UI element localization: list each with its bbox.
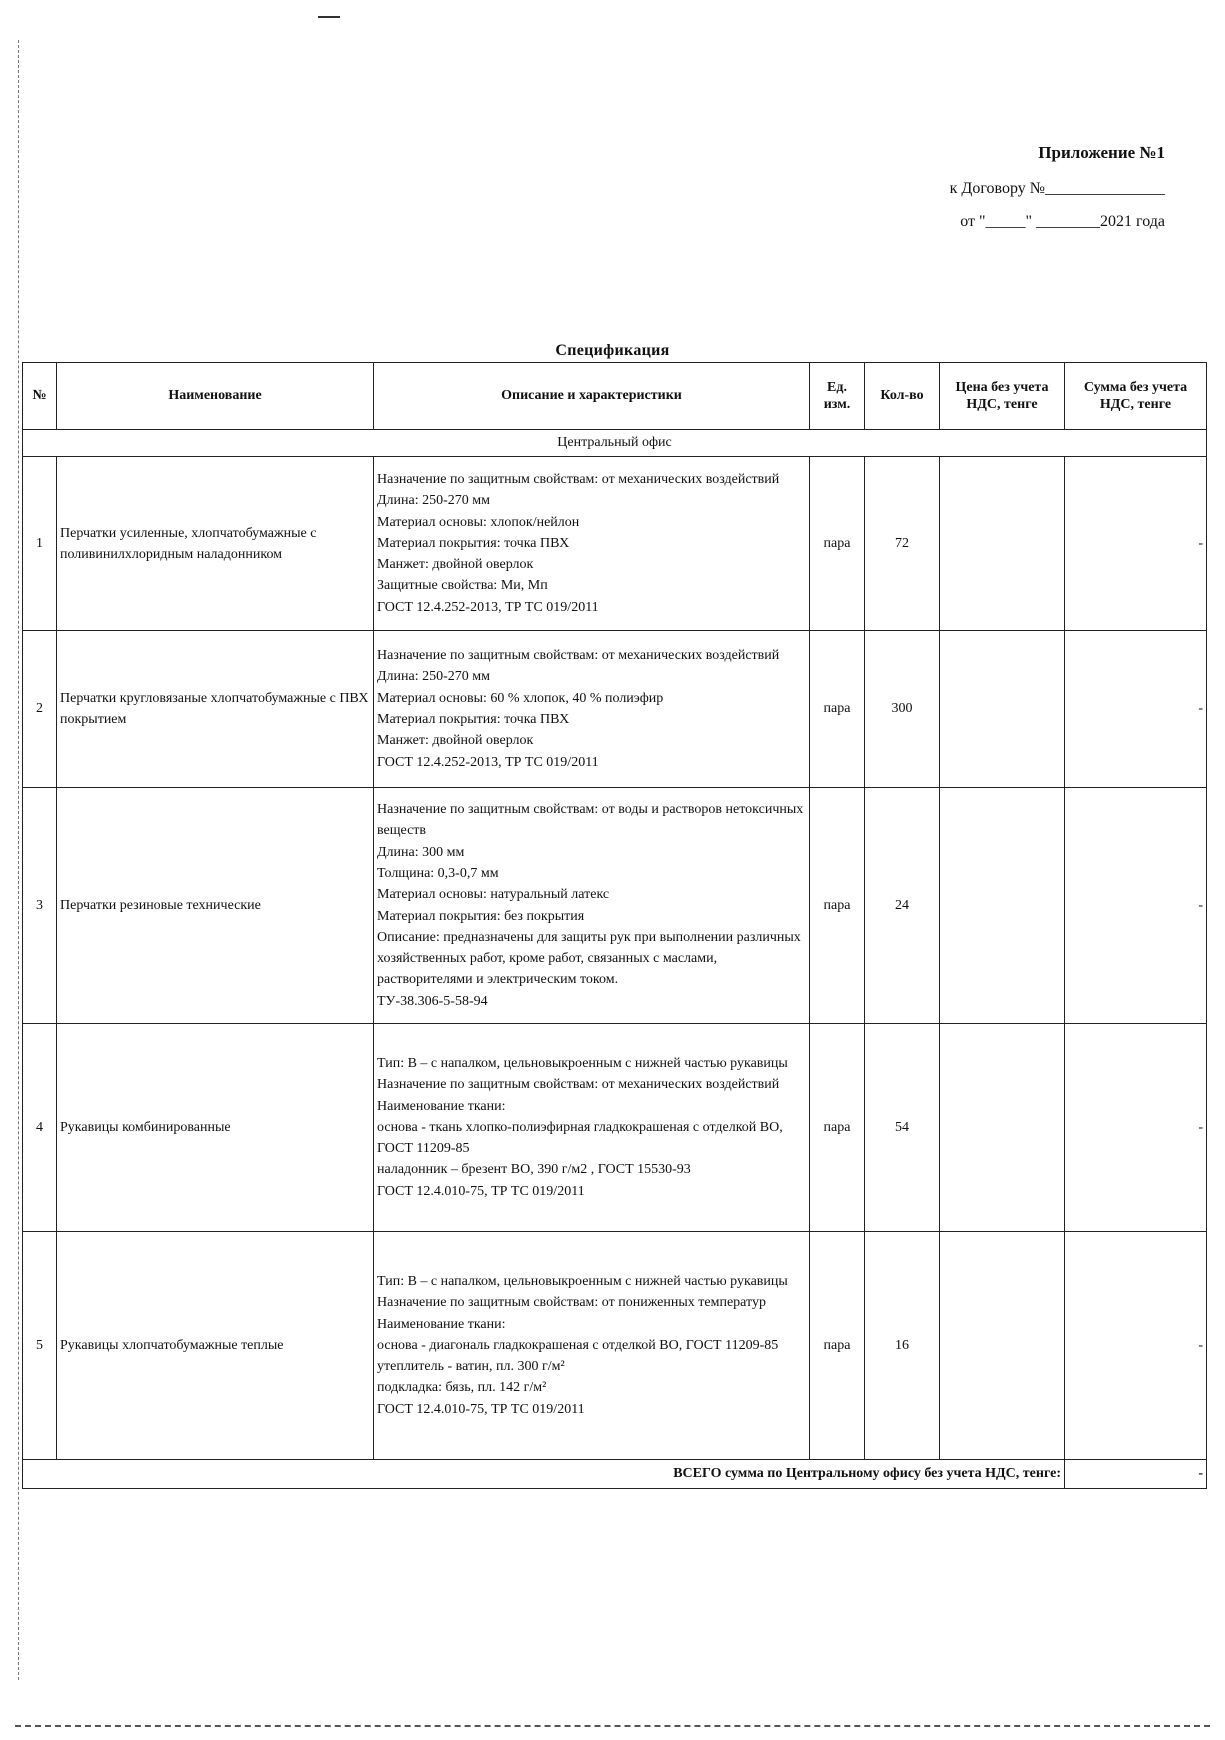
contract-date: от "_____" ________2021 года — [960, 213, 1165, 230]
col-qty-header: Кол-во — [865, 363, 940, 430]
description-line: Описание: предназначены для защиты рук при выполнении различных хозяйственных работ, кроме работ, связанных с маслами, растворителями и электрическим током. — [377, 929, 801, 988]
table-row — [23, 1024, 1207, 1232]
row-number: 5 — [23, 1232, 57, 1460]
row-sum: - — [1065, 457, 1207, 631]
description-line: основа - ткань хлопко-полиэфирная гладкокрашеная с отделкой ВО, ГОСТ 11209-85 — [377, 1119, 783, 1157]
description-line: ГОСТ 12.4.010-75, ТР ТС 019/2011 — [377, 1401, 585, 1417]
row-quantity: 300 — [865, 631, 940, 788]
row-description — [374, 1024, 810, 1232]
description-line: Длина: 250-270 мм — [377, 669, 491, 685]
description-line: основа - диагональ гладкокрашеная с отделкой ВО, ГОСТ 11209-85 — [377, 1337, 779, 1353]
row-quantity: 54 — [865, 1024, 940, 1232]
description-line: ГОСТ 12.4.252-2013, ТР ТС 019/2011 — [377, 599, 599, 615]
description-line: Назначение по защитным свойствам: от механических воздействий — [377, 1077, 780, 1093]
description-line: Манжет: двойной оверлок — [377, 557, 534, 573]
row-quantity: 72 — [865, 457, 940, 631]
col-price-header: Цена без учета НДС, тенге — [940, 363, 1065, 430]
total-label: ВСЕГО сумма по Центральному офису без учета НДС, тенге: — [23, 1460, 1065, 1489]
description-line: Наименование ткани: — [377, 1316, 506, 1332]
row-sum: - — [1065, 1024, 1207, 1232]
section-row — [23, 430, 1207, 457]
row-sum: - — [1065, 631, 1207, 788]
row-unit: пара — [810, 631, 865, 788]
row-price — [940, 631, 1065, 788]
scan-dash-mark — [318, 16, 340, 18]
spec-table — [22, 362, 1207, 1489]
row-price — [940, 1024, 1065, 1232]
row-number: 3 — [23, 788, 57, 1024]
col-desc-header: Описание и характеристики — [374, 363, 810, 430]
description-line: Защитные свойства: Ми, Мп — [377, 578, 548, 594]
section-label: Центральный офис — [23, 430, 1207, 457]
row-unit: пара — [810, 457, 865, 631]
row-number: 4 — [23, 1024, 57, 1232]
row-description — [374, 457, 810, 631]
row-name: Перчатки резиновые технические — [57, 788, 374, 1024]
description-line: Материал основы: хлопок/нейлон — [377, 514, 580, 530]
description-line: Материал основы: 60 % хлопок, 40 % полиэфир — [377, 690, 664, 706]
description-line: Тип: В – с напалком, цельновыкроенным с нижней частью рукавицы — [377, 1273, 788, 1289]
row-name: Перчатки усиленные, хлопчатобумажные с поливинилхлоридным наладонником — [57, 457, 374, 631]
row-unit: пара — [810, 1024, 865, 1232]
description-line: Толщина: 0,3-0,7 мм — [377, 865, 499, 881]
description-line: ГОСТ 12.4.252-2013, ТР ТС 019/2011 — [377, 754, 599, 770]
row-unit: пара — [810, 788, 865, 1024]
row-price — [940, 457, 1065, 631]
appendix-title: Приложение №1 — [1038, 143, 1165, 162]
row-name: Рукавицы хлопчатобумажные теплые — [57, 1232, 374, 1460]
col-name-header: Наименование — [57, 363, 374, 430]
description-line: Длина: 300 мм — [377, 844, 465, 860]
description-line: Наименование ткани: — [377, 1098, 506, 1114]
row-description — [374, 1232, 810, 1460]
row-name: Рукавицы комбинированные — [57, 1024, 374, 1232]
description-line: подкладка: бязь, пл. 142 г/м² — [377, 1380, 547, 1396]
row-number: 2 — [23, 631, 57, 788]
scan-bottom-dashed-line — [15, 1725, 1210, 1727]
description-line: ГОСТ 12.4.010-75, ТР ТС 019/2011 — [377, 1183, 585, 1199]
scan-edge-line — [18, 40, 19, 1680]
col-unit-header: Ед. изм. — [810, 363, 865, 430]
total-row — [23, 1460, 1207, 1489]
row-name: Перчатки кругловязаные хлопчатобумажные с ПВХ покрытием — [57, 631, 374, 788]
description-line: Назначение по защитным свойствам: от пониженных температур — [377, 1295, 766, 1311]
description-line: Материал покрытия: без покрытия — [377, 908, 585, 924]
description-line: Назначение по защитным свойствам: от механических воздействий — [377, 648, 780, 664]
table-header-row — [23, 363, 1207, 430]
description-line: Материал основы: натуральный латекс — [377, 887, 610, 903]
description-line: наладонник – брезент ВО, 390 г/м2 , ГОСТ 15530-93 — [377, 1162, 691, 1178]
row-number: 1 — [23, 457, 57, 631]
description-line: Длина: 250-270 мм — [377, 493, 491, 509]
table-row — [23, 1232, 1207, 1460]
description-line: Назначение по защитным свойствам: от воды и растворов нетоксичных веществ — [377, 802, 804, 839]
description-line: Тип: В – с напалком, цельновыкроенным с нижней частью рукавицы — [377, 1055, 788, 1071]
row-description — [374, 631, 810, 788]
table-row — [23, 457, 1207, 631]
description-line: Материал покрытия: точка ПВХ — [377, 535, 570, 551]
contract-number: к Договору №_______________ — [949, 180, 1165, 197]
description-line: Назначение по защитным свойствам: от механических воздействий — [377, 471, 780, 487]
description-line: Манжет: двойной оверлок — [377, 733, 534, 749]
row-quantity: 16 — [865, 1232, 940, 1460]
total-value: - — [1065, 1460, 1207, 1489]
spec-title: Спецификация — [555, 342, 670, 359]
col-sum-header: Сумма без учета НДС, тенге — [1065, 363, 1207, 430]
row-quantity: 24 — [865, 788, 940, 1024]
row-description — [374, 788, 810, 1024]
col-num-header: № — [23, 363, 57, 430]
table-row — [23, 631, 1207, 788]
row-sum: - — [1065, 1232, 1207, 1460]
description-line: ТУ-38.306-5-58-94 — [377, 993, 488, 1009]
description-line: Материал покрытия: точка ПВХ — [377, 712, 570, 727]
table-row — [23, 788, 1207, 1024]
row-unit: пара — [810, 1232, 865, 1460]
row-price — [940, 788, 1065, 1024]
row-price — [940, 1232, 1065, 1460]
description-line: утеплитель - ватин, пл. 300 г/м² — [377, 1359, 565, 1375]
row-sum: - — [1065, 788, 1207, 1024]
